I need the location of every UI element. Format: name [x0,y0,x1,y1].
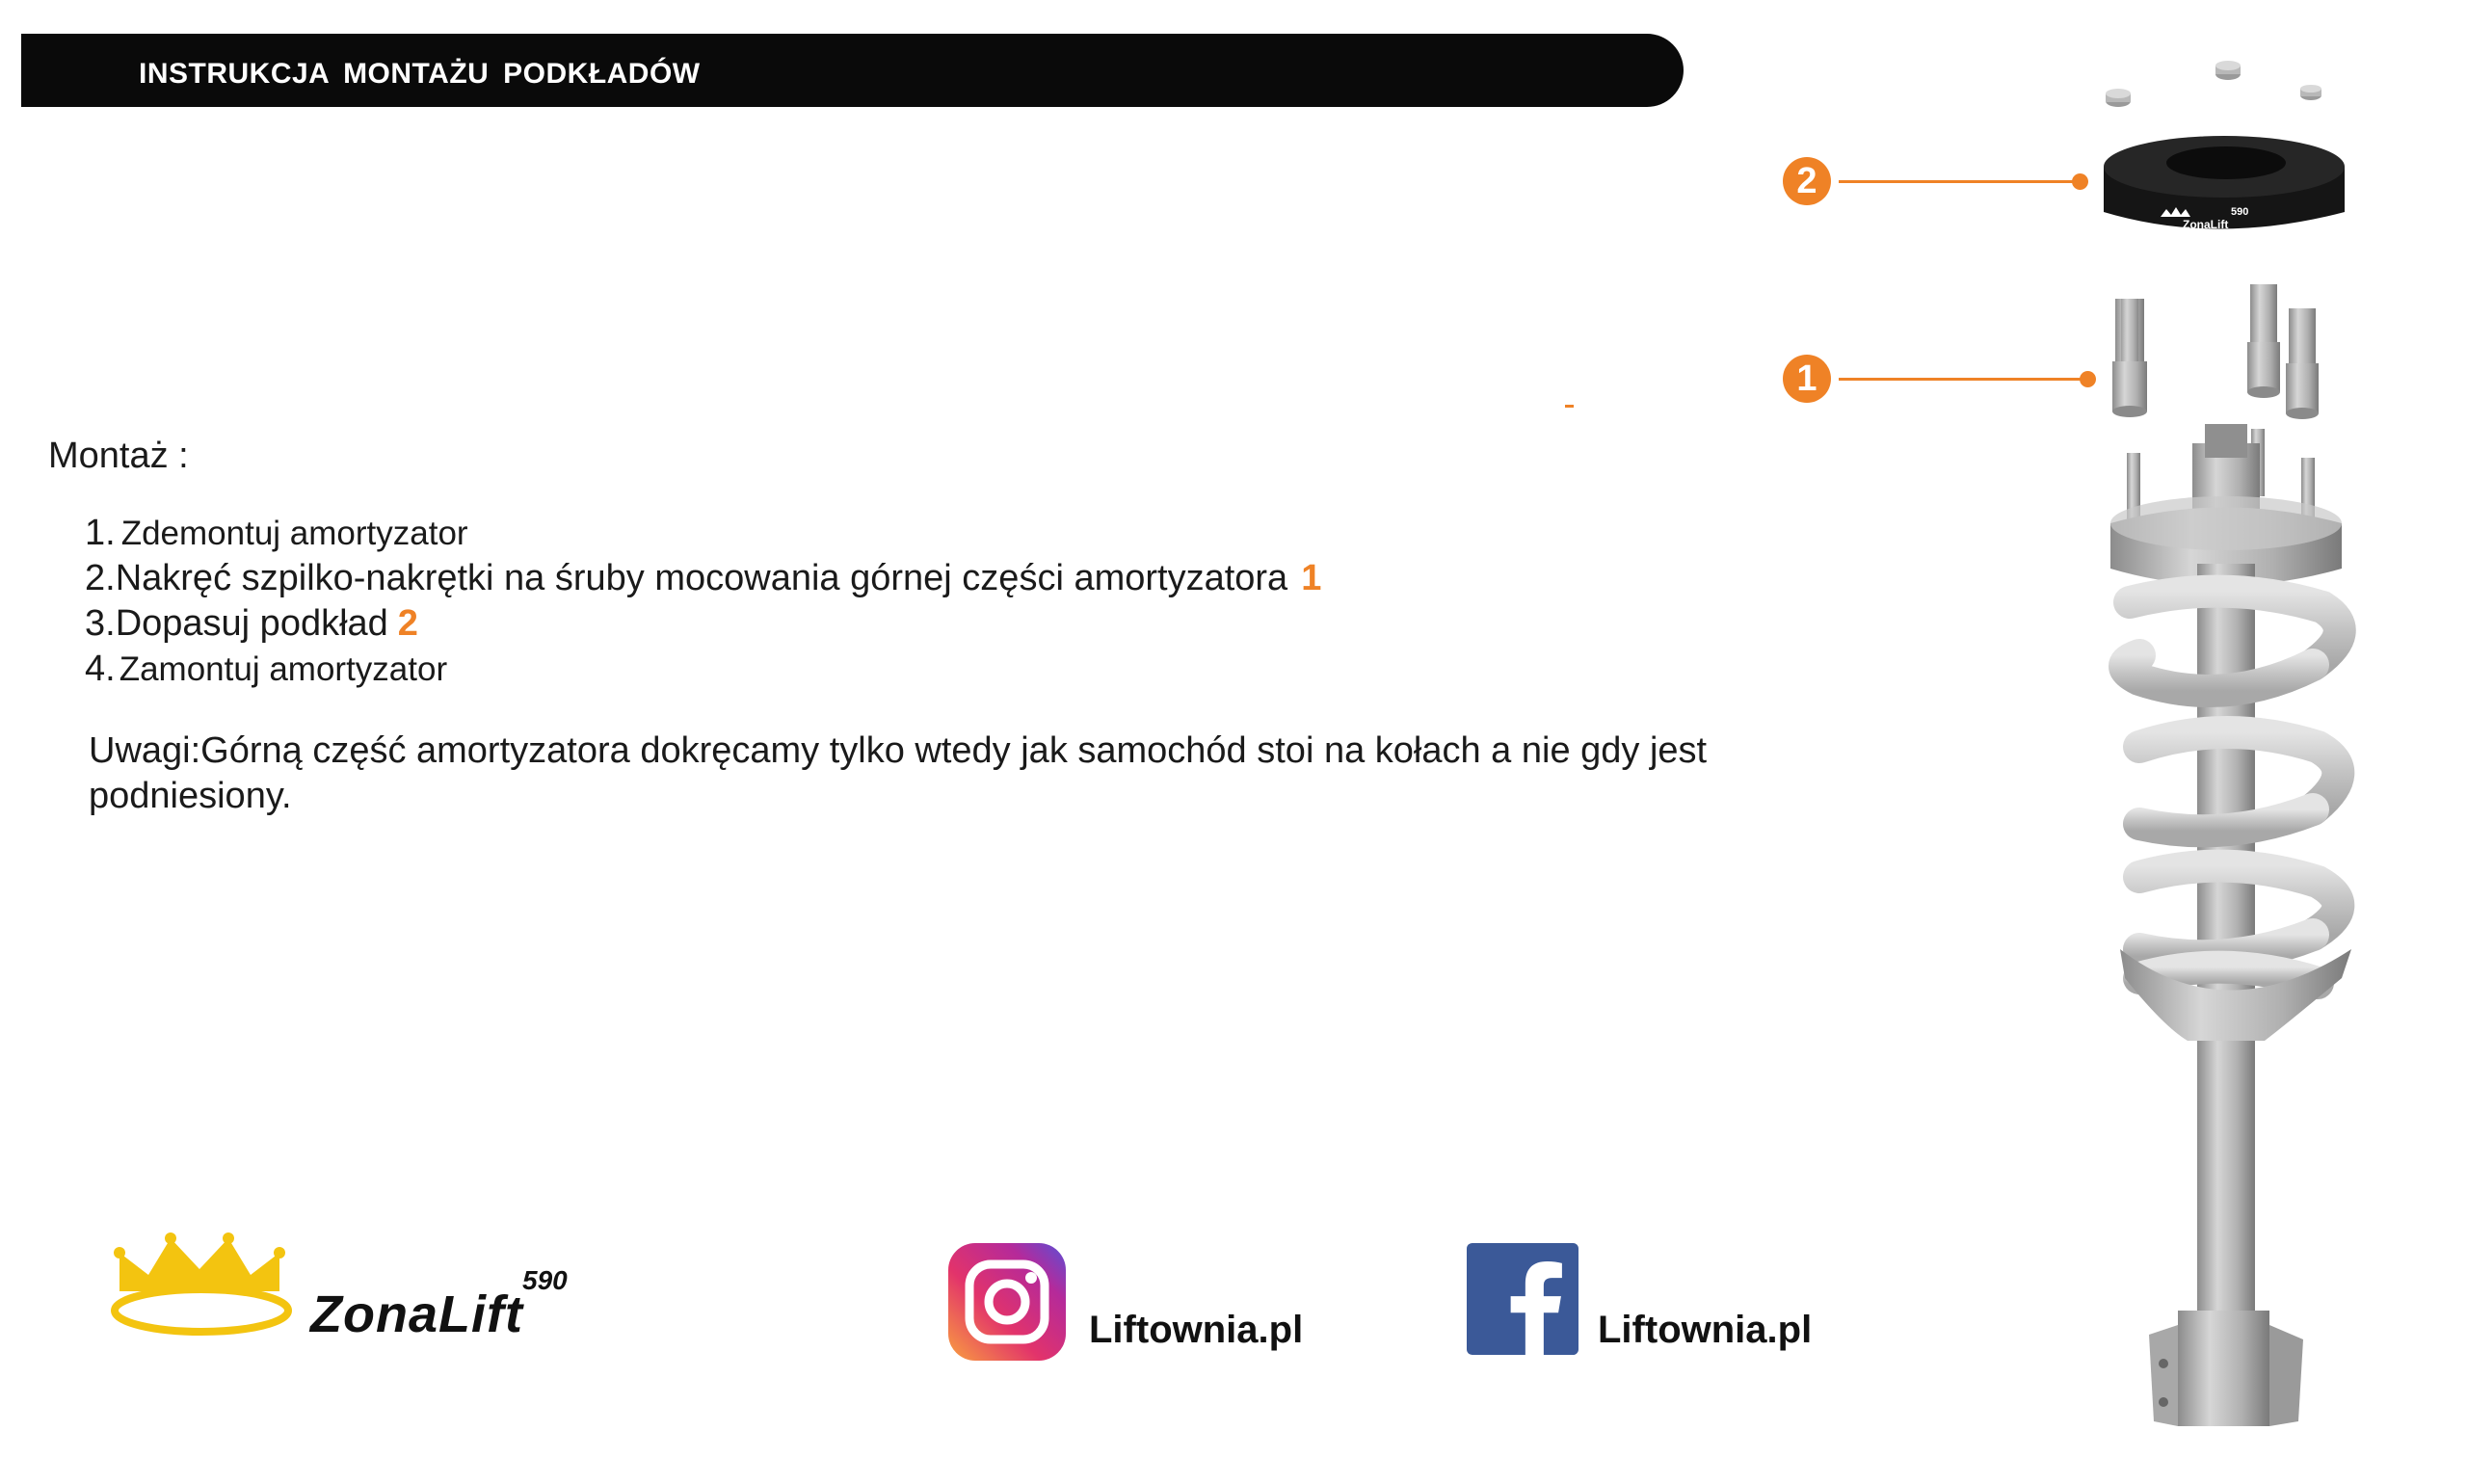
step-number: 3. [85,603,116,644]
page-title: INSTRUKCJA MONTAŻU PODKŁADÓW [139,58,701,90]
step-text: Dopasuj podkład [115,603,388,644]
section-label: Montaż : [48,436,189,476]
step-item [85,511,1321,556]
header-bar [21,34,1684,107]
facebook-icon [1467,1243,1578,1355]
callout-number-badge: 1 [1783,355,1831,403]
callout-number-badge: 2 [1783,157,1831,205]
brand-code: 590 [522,1265,568,1295]
step-list [85,511,1321,692]
step-part-ref: 1 [1301,558,1322,598]
callout-leader-line [1839,378,2087,381]
top-mount [2110,424,2342,586]
crown-icon [108,1229,301,1354]
step-number: 4. [85,649,116,689]
step-item [85,647,1321,692]
instagram-link[interactable] [948,1243,1353,1364]
strut-assembly-illustration [2072,53,2380,1450]
facebook-label: Liftownia.pl [1598,1309,1813,1351]
spacer-code-text: 590 [2231,206,2249,218]
facebook-link[interactable] [1467,1243,1871,1364]
step-part-ref: 2 [397,603,418,644]
stray-mark [1565,405,1574,408]
step-number: 1. [85,513,116,553]
brand-name: ZonaLift [310,1285,523,1343]
instagram-label: Liftownia.pl [1089,1309,1304,1351]
step-text: Nakręć szpilko-nakrętki na śruby mocowania górnej części amortyzatora [115,558,1288,598]
spacer-brand-text: ZonaLift [2183,218,2229,231]
step-text: Zdemontuj amortyzator [120,515,468,552]
callout-leader-line [1839,180,2080,183]
step-item [85,556,1321,601]
instagram-icon [948,1243,1066,1361]
brand-logo [108,1229,590,1354]
stud-nuts [2112,284,2319,419]
bottom-bracket [2149,1311,2303,1426]
loose-nuts [2106,61,2321,107]
spacer-disc [2104,136,2345,231]
step-number: 2. [85,558,116,598]
step-item [85,601,1321,647]
installation-note: Uwagi:Górną część amortyzatora dokręcamy tylko wtedy jak samochód stoi na kołach a nie gdy jest podniesiony. [89,730,1708,816]
step-text: Zamontuj amortyzator [119,650,448,688]
